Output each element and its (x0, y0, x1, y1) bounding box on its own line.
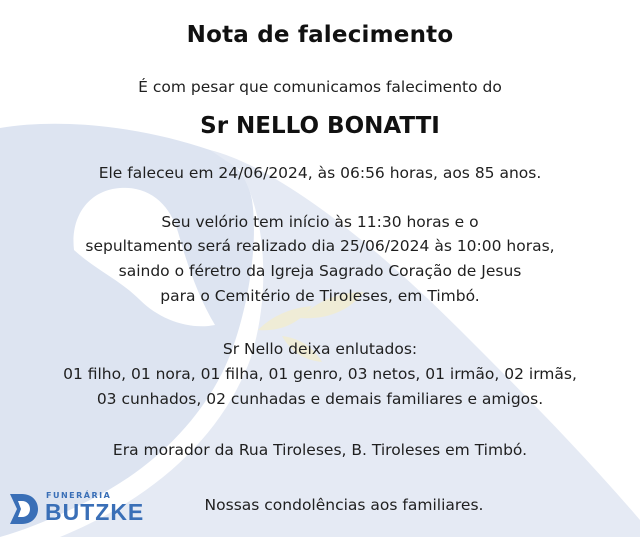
wake-line: Seu velório tem início às 11:30 horas e o (161, 213, 479, 231)
logo-subtitle: FUNERÁRIA (46, 491, 112, 500)
notice-intro: É com pesar que comunicamos falecimento do (138, 78, 502, 96)
wake-line: saindo o féretro da Igreja Sagrado Coração de Jesus (118, 262, 522, 280)
family-line: 01 filho, 01 nora, 01 filha, 01 genro, 03 netos, 01 irmão, 02 irmãs, (63, 365, 577, 383)
wake-line: sepultamento será realizado dia 25/06/2024 às 10:00 horas, (85, 237, 555, 255)
logo-wordmark: BUTZKE (45, 499, 145, 525)
residence-line: Era morador da Rua Tiroleses, B. Tiroleses em Timbó. (112, 441, 528, 459)
death-details: Ele faleceu em 24/06/2024, às 06:56 horas, aos 85 anos. (98, 164, 542, 182)
deceased-name: Sr NELLO BONATTI (200, 113, 440, 139)
family-line: Sr Nello deixa enlutados: (222, 340, 418, 358)
notice-title: Nota de falecimento (186, 22, 454, 48)
logo-mark-icon (8, 492, 40, 526)
family-line: 03 cunhados, 02 cunhadas e demais familiares e amigos. (96, 390, 544, 408)
wake-line: para o Cemitério de Tiroleses, em Timbó. (160, 287, 480, 305)
funeral-home-logo (8, 490, 158, 530)
condolences-line: Nossas condolências aos familiares. (204, 496, 484, 514)
